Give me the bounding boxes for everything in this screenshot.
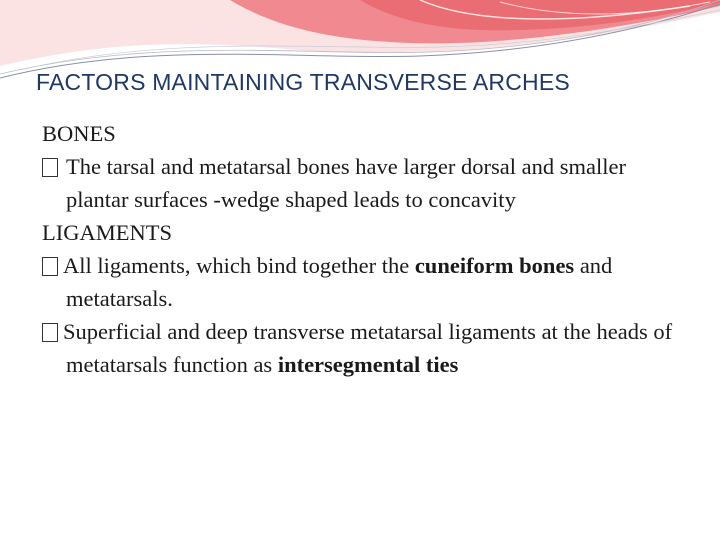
bullet-glyph-icon: [42, 158, 58, 177]
bullet-glyph-icon: [42, 257, 58, 276]
bullet-ligaments-1: [42, 249, 692, 315]
bullet-ligaments-2-text: Superficial and deep transverse metatarsal ligaments at the heads of metatarsals function as: [63, 319, 673, 377]
bullet-ligaments-2-bold: intersegmental ties: [277, 352, 459, 377]
bullet-glyph-icon: [42, 323, 58, 342]
slide-body: [42, 117, 692, 381]
bullet-bones-1-text: The tarsal and metatarsal bones have larger dorsal and smaller plantar surfaces -wedge shaped leads to concavity: [66, 154, 626, 212]
bullet-ligaments-1-text-after: and metatarsals.: [66, 253, 613, 311]
bullet-bones-1: [42, 150, 692, 216]
bullet-ligaments-1-text: All ligaments, which bind together the: [63, 253, 415, 278]
section-heading-bones: BONES: [42, 121, 116, 146]
bullet-ligaments-2: [42, 315, 692, 381]
bullet-ligaments-1-bold: cuneiform bones: [414, 253, 575, 278]
section-heading-ligaments: LIGAMENTS: [42, 220, 172, 245]
slide-title: FACTORS MAINTAINING TRANSVERSE ARCHES: [36, 69, 570, 95]
